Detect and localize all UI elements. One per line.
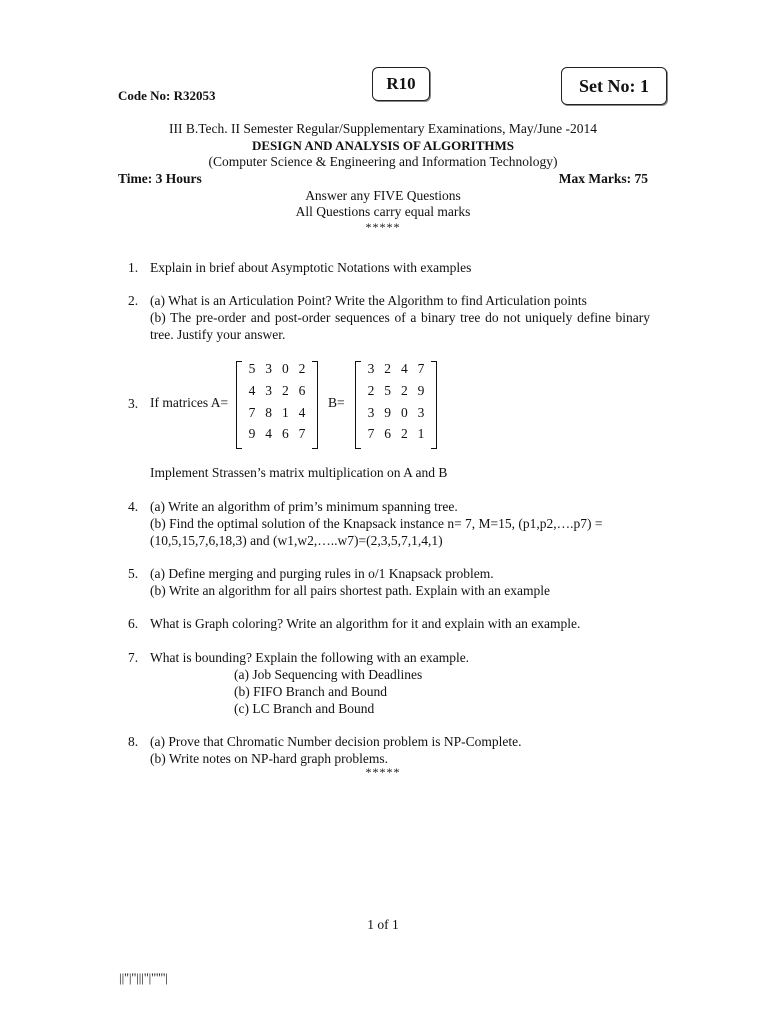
question-number: 5. xyxy=(128,566,139,581)
question-number: 7. xyxy=(128,650,139,665)
question-part-b: (b) Write an algorithm for all pairs shortest path. Explain with an example xyxy=(150,583,550,598)
matrix-cell: 5 xyxy=(384,383,392,398)
matrix-cell: 6 xyxy=(281,426,289,441)
matrix-row xyxy=(363,405,429,426)
code-number: Code No: R32053 xyxy=(118,88,216,103)
separator-top: ***** xyxy=(365,220,401,234)
matrix-cell: 9 xyxy=(248,426,256,441)
matrix-row xyxy=(244,405,310,426)
matrix-a-label: If matrices A= xyxy=(150,395,229,410)
question-part-b: (b) The pre-order and post-order sequences of a binary tree do not uniquely define binary tree. Justify your answer. xyxy=(150,310,650,342)
question-3-task xyxy=(128,464,650,481)
matrix-cell: 3 xyxy=(367,405,375,420)
matrix-cell: 9 xyxy=(384,405,392,420)
matrix-row xyxy=(244,361,310,382)
matrix-row xyxy=(363,361,429,382)
question-5 xyxy=(128,565,650,599)
matrix-cell: 2 xyxy=(298,361,306,376)
matrix-cell: 2 xyxy=(400,383,408,398)
question-number: 2. xyxy=(128,293,139,308)
matrix-cell: 1 xyxy=(281,405,289,420)
separator-bottom: ***** xyxy=(365,765,401,779)
matrix-cell: 5 xyxy=(248,361,256,376)
exam-duration: Time: 3 Hours xyxy=(118,171,202,186)
matrix-cell: 9 xyxy=(417,383,425,398)
matrix-cell: 4 xyxy=(265,426,273,441)
matrix-cell: 3 xyxy=(265,361,273,376)
matrix-cell: 6 xyxy=(298,383,306,398)
matrix-row xyxy=(244,426,310,447)
question-number: 6. xyxy=(128,616,139,631)
matrix-cell: 2 xyxy=(400,426,408,441)
matrix-cell: 4 xyxy=(298,405,306,420)
question-number: 3. xyxy=(128,396,139,411)
matrix-cell: 7 xyxy=(367,426,375,441)
matrix-a xyxy=(236,361,318,447)
matrix-cell: 8 xyxy=(265,405,273,420)
question-part-b: (b) Find the optimal solution of the Knapsack instance n= 7, M=15, (p1,p2,….p7) = xyxy=(150,516,603,531)
question-part-a: (a) Job Sequencing with Deadlines xyxy=(234,667,423,682)
question-6 xyxy=(128,615,650,632)
matrix-cell: 7 xyxy=(298,426,306,441)
matrix-cell: 7 xyxy=(417,361,425,376)
matrix-cell: 4 xyxy=(248,383,256,398)
question-4 xyxy=(128,498,650,549)
matrix-cell: 2 xyxy=(384,361,392,376)
matrix-b xyxy=(355,361,437,447)
matrix-bracket-right xyxy=(431,361,437,449)
matrix-cell: 3 xyxy=(367,361,375,376)
department: (Computer Science & Engineering and Information Technology) xyxy=(208,154,558,169)
question-number: 8. xyxy=(128,734,139,749)
question-part-a: (a) Define merging and purging rules in o/1 Knapsack problem. xyxy=(150,566,494,581)
question-8 xyxy=(128,733,650,767)
question-number: 1. xyxy=(128,260,139,275)
question-part-a: (a) Prove that Chromatic Number decision problem is NP-Complete. xyxy=(150,734,522,749)
matrix-cell: 6 xyxy=(384,426,392,441)
matrix-cell: 3 xyxy=(265,383,273,398)
matrix-cell: 1 xyxy=(417,426,425,441)
matrix-cell: 3 xyxy=(417,405,425,420)
question-part-a: (a) Write an algorithm of prim’s minimum spanning tree. xyxy=(150,499,458,514)
matrix-b-label: B= xyxy=(328,395,345,410)
question-number: 4. xyxy=(128,499,139,514)
subject-title: DESIGN AND ANALYSIS OF ALGORITHMS xyxy=(252,138,514,153)
matrix-row xyxy=(363,383,429,404)
matrix-cell: 4 xyxy=(400,361,408,376)
matrix-row xyxy=(363,426,429,447)
question-text: Implement Strassen’s matrix multiplication on A and B xyxy=(150,465,448,480)
question-part-b: (b) FIFO Branch and Bound xyxy=(234,684,387,699)
question-text: Explain in brief about Asymptotic Notations with examples xyxy=(150,260,472,275)
question-2 xyxy=(128,292,650,343)
matrix-cell: 0 xyxy=(400,405,408,420)
question-part-c: (c) LC Branch and Bound xyxy=(234,701,375,716)
matrix-cell: 2 xyxy=(281,383,289,398)
question-7 xyxy=(128,649,650,717)
question-text: What is Graph coloring? Write an algorithm for it and explain with an example. xyxy=(150,616,581,631)
page-number: 1 of 1 xyxy=(367,917,399,932)
exam-title: III B.Tech. II Semester Regular/Supplementary Examinations, May/June -2014 xyxy=(169,121,597,136)
max-marks: Max Marks: 75 xyxy=(558,171,648,186)
question-1 xyxy=(128,259,650,276)
matrix-bracket-left xyxy=(236,361,242,449)
set-number-box: Set No: 1 xyxy=(561,67,667,105)
instruction-answer-five: Answer any FIVE Questions xyxy=(305,188,461,203)
question-part-b: (b) Write notes on NP-hard graph problems. xyxy=(150,751,389,766)
regulation-box: R10 xyxy=(372,67,430,101)
matrix-bracket-right xyxy=(312,361,318,449)
instruction-equal-marks: All Questions carry equal marks xyxy=(295,204,471,219)
matrix-cell: 0 xyxy=(281,361,289,376)
question-part-b-continued: (10,5,15,7,6,18,3) and (w1,w2,…..w7)=(2,3,5,7,1,4,1) xyxy=(150,533,443,548)
matrix-cell: 7 xyxy=(248,405,256,420)
question-text: What is bounding? Explain the following with an example. xyxy=(150,650,470,665)
matrix-bracket-left xyxy=(355,361,361,449)
matrix-cell: 2 xyxy=(367,383,375,398)
barcode: ||''|''|||''|''''''| xyxy=(119,970,168,985)
matrix-row xyxy=(244,383,310,404)
question-part-a: (a) What is an Articulation Point? Write the Algorithm to find Articulation points xyxy=(150,293,587,308)
